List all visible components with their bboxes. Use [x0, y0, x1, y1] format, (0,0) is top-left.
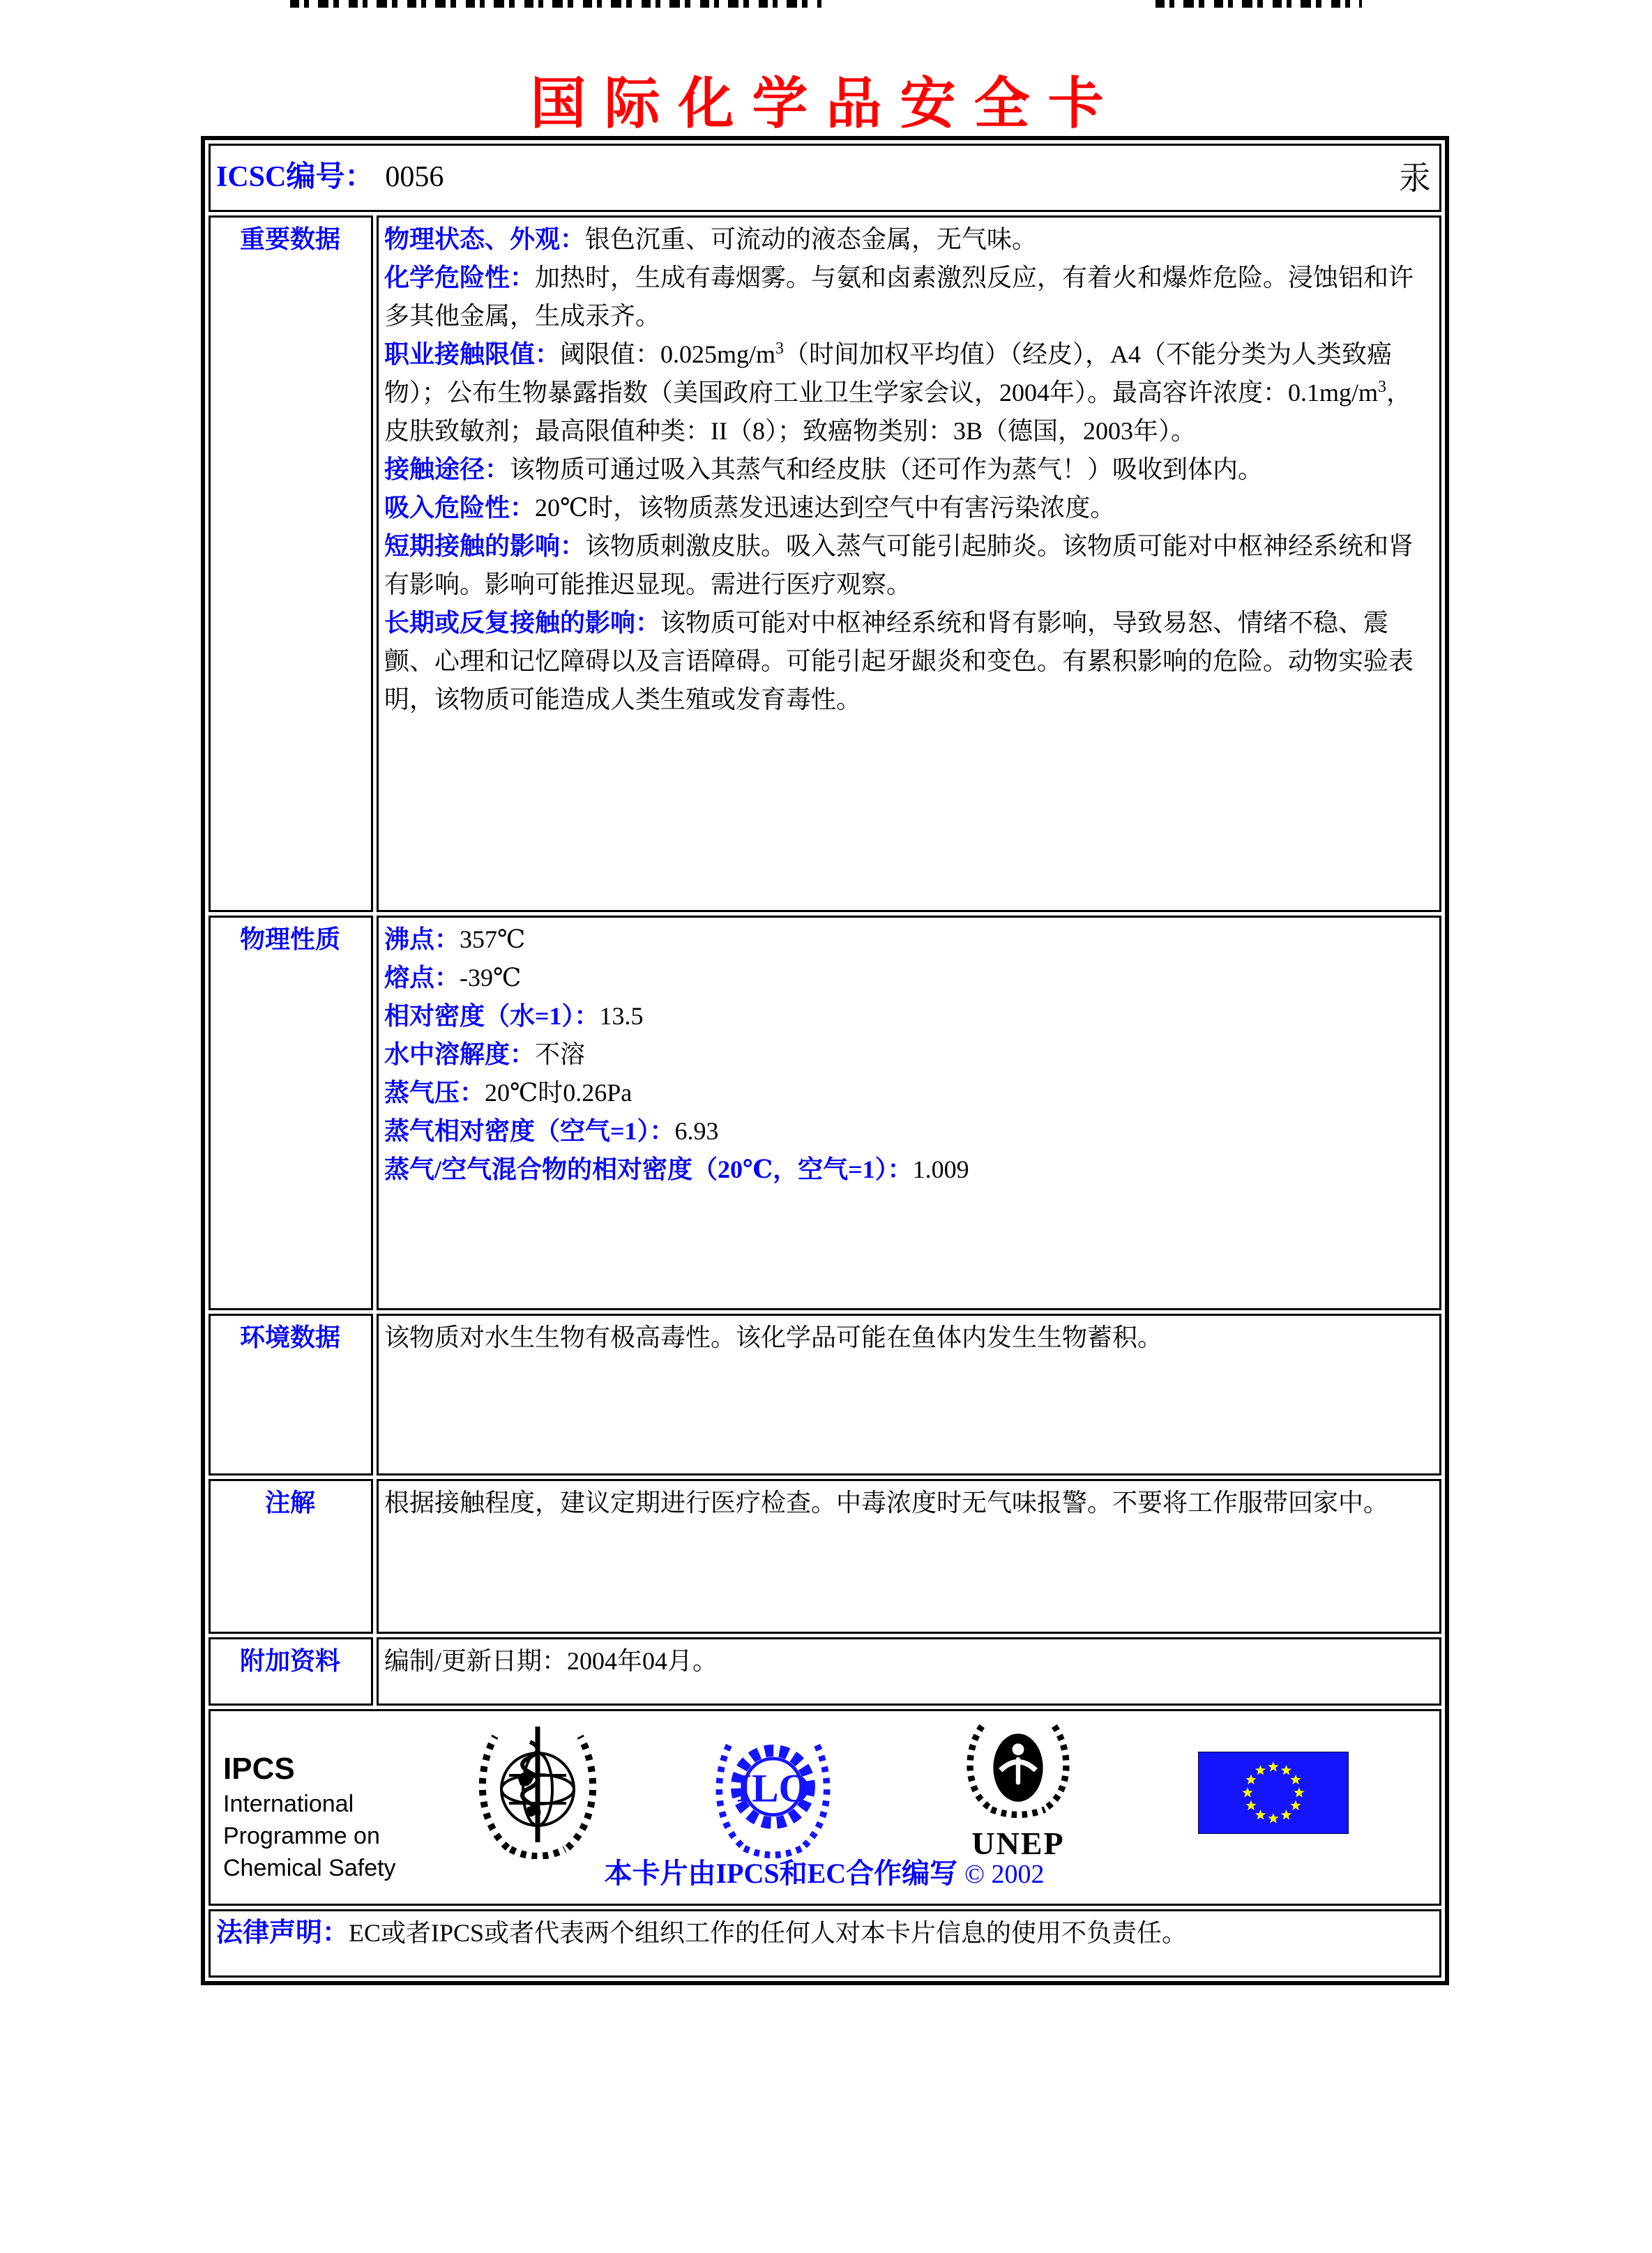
section-label-additional-info: 附加资料 [209, 1637, 373, 1706]
item-label: 长期或反复接触的影响： [384, 609, 661, 637]
superscript: 3 [1378, 378, 1387, 396]
clipped-header-fragment [290, 0, 821, 8]
important-item-inhalation-risk [384, 489, 1432, 527]
item-label: 接触途径： [384, 455, 510, 483]
section-label-important-data: 重要数据 [209, 215, 373, 912]
notes-row [209, 1479, 1441, 1634]
legal-notice-cell [209, 1909, 1441, 1978]
legal-label: 法律声明： [216, 1918, 349, 1948]
environmental-data-row [209, 1314, 1441, 1476]
icsc-number-cell [209, 144, 1441, 212]
physical-properties-content [377, 916, 1441, 1310]
item-label: 职业接触限值： [384, 340, 561, 368]
property-relative-density [384, 997, 1432, 1036]
section-label-notes: 注解 [209, 1479, 373, 1634]
icsc-number-label: ICSC编号： [216, 161, 374, 193]
ipcs-acronym: IPCS [223, 1752, 295, 1786]
additional-info-content [377, 1637, 1441, 1706]
property-value: 357℃ [460, 925, 526, 953]
logos-row [209, 1709, 1441, 1906]
property-label: 相对密度（水=1）： [384, 1002, 600, 1030]
important-item-long-term-effects [384, 604, 1432, 719]
cooperation-caption [216, 1854, 1432, 1894]
important-item-physical-state [384, 220, 1432, 259]
property-label: 蒸气/空气混合物的相对密度（20℃，空气=1）： [384, 1155, 913, 1183]
eu-flag-icon [1198, 1752, 1349, 1834]
substance-name: 汞 [1399, 160, 1431, 196]
important-item-occupational-limits [384, 335, 1432, 450]
property-label: 蒸气相对密度（空气=1）： [384, 1117, 675, 1145]
caption-text: 本卡片由IPCS和EC合作编写 [604, 1858, 958, 1889]
property-label: 水中溶解度： [384, 1040, 536, 1068]
item-text: 该物质可通过吸入其蒸气和经皮肤（还可作为蒸气！）吸收到体内。 [510, 455, 1264, 483]
item-text: 20℃时，该物质蒸发迅速达到空气中有害污染浓度。 [535, 494, 1116, 522]
ilo-logo-icon [708, 1725, 838, 1859]
icsc-card-table [201, 136, 1449, 1985]
icsc-number-group [216, 158, 444, 197]
item-text: 阈限值：0.025mg/m [560, 340, 776, 368]
unep-logo-icon [955, 1715, 1081, 1860]
item-text: 银色沉重、可流动的液态金属，无气味。 [585, 225, 1038, 253]
legal-notice-row [209, 1909, 1441, 1978]
property-melting-point [384, 959, 1432, 997]
important-item-chemical-danger [384, 259, 1432, 335]
section-label-environmental-data: 环境数据 [209, 1314, 373, 1476]
property-vapor-relative-density [384, 1112, 1432, 1151]
logos-cell [209, 1709, 1441, 1906]
property-value: -39℃ [460, 964, 522, 992]
item-label: 化学危险性： [384, 264, 536, 291]
icsc-number-value: 0056 [385, 161, 444, 193]
additional-info-row [209, 1637, 1441, 1706]
item-label: 物理状态、外观： [384, 225, 586, 253]
section-label-physical-properties: 物理性质 [209, 916, 373, 1310]
ilo-letters: ILO [736, 1766, 810, 1811]
important-data-content [377, 215, 1441, 912]
item-text: ，皮肤致敏剂；最高限值种类：II（8）；致癌物类别：3B（德国，2003年）。 [384, 379, 1412, 445]
unep-word: UNEP [971, 1826, 1065, 1861]
who-logo-icon [471, 1720, 604, 1859]
item-label: 短期接触的影响： [384, 532, 586, 560]
notes-text: 根据接触程度，建议定期进行医疗检查。中毒浓度时无气味报警。不要将工作服带回家中。 [384, 1489, 1389, 1517]
environment-text: 该物质对水生生物有极高毒性。该化学品可能在鱼体内发生生物蓄积。 [384, 1323, 1163, 1351]
property-label: 熔点： [384, 964, 460, 992]
environmental-data-content [377, 1314, 1441, 1476]
ipcs-line: Programme on [223, 1823, 380, 1849]
property-value: 13.5 [599, 1002, 644, 1030]
ipcs-line: Chemical Safety [223, 1855, 396, 1881]
item-text: （时间加权平均值）（经皮），A4（不能分类为人类致癌物）；公布生物暴露指数（美国政府工业卫生学家会议，2004年）。最高容许浓度：0.1mg/m [384, 340, 1393, 407]
page-title: 国际化学品安全卡 [530, 74, 1122, 135]
property-boiling-point [384, 920, 1432, 959]
item-text: 加热时，生成有毒烟雾。与氨和卤素激烈反应，有着火和爆炸危险。浸蚀铝和许多其他金属，生成汞齐。 [384, 264, 1414, 330]
property-value: 6.93 [674, 1117, 719, 1145]
copyright-text: © 2002 [964, 1860, 1045, 1889]
important-item-exposure-routes [384, 450, 1432, 489]
property-vapor-air-mixture-density [384, 1151, 1432, 1189]
icsc-number-row [209, 144, 1441, 212]
property-value: 1.009 [912, 1155, 969, 1183]
property-label: 沸点： [384, 925, 460, 953]
ipcs-line: International [223, 1791, 354, 1817]
important-data-row [209, 215, 1441, 912]
item-text: 该物质可能对中枢神经系统和肾有影响，导致易怒、情绪不稳、震颤、心理和记忆障碍以及言语障碍。可能引起牙龈炎和变色。有累积影响的危险。动物实验表明，该物质可能造成人类生殖或发育毒性。 [384, 609, 1414, 713]
item-label: 吸入危险性： [384, 494, 536, 522]
important-item-short-term-effects [384, 527, 1432, 604]
property-value: 20℃时0.26Pa [485, 1079, 632, 1107]
additional-info-text: 编制/更新日期：2004年04月。 [384, 1647, 718, 1675]
legal-text: EC或者IPCS或者代表两个组织工作的任何人对本卡片信息的使用不负责任。 [349, 1919, 1188, 1947]
physical-properties-row [209, 916, 1441, 1310]
item-text: 该物质刺激皮肤。吸入蒸气可能引起肺炎。该物质可能对中枢神经系统和肾有影响。影响可能推迟显现。需进行医疗观察。 [384, 532, 1414, 598]
property-vapor-pressure [384, 1074, 1432, 1112]
notes-content [377, 1479, 1441, 1634]
property-water-solubility [384, 1036, 1432, 1074]
clipped-header-fragment [1155, 0, 1362, 8]
property-label: 蒸气压： [384, 1079, 485, 1107]
superscript: 3 [775, 340, 785, 358]
property-value: 不溶 [535, 1040, 586, 1068]
